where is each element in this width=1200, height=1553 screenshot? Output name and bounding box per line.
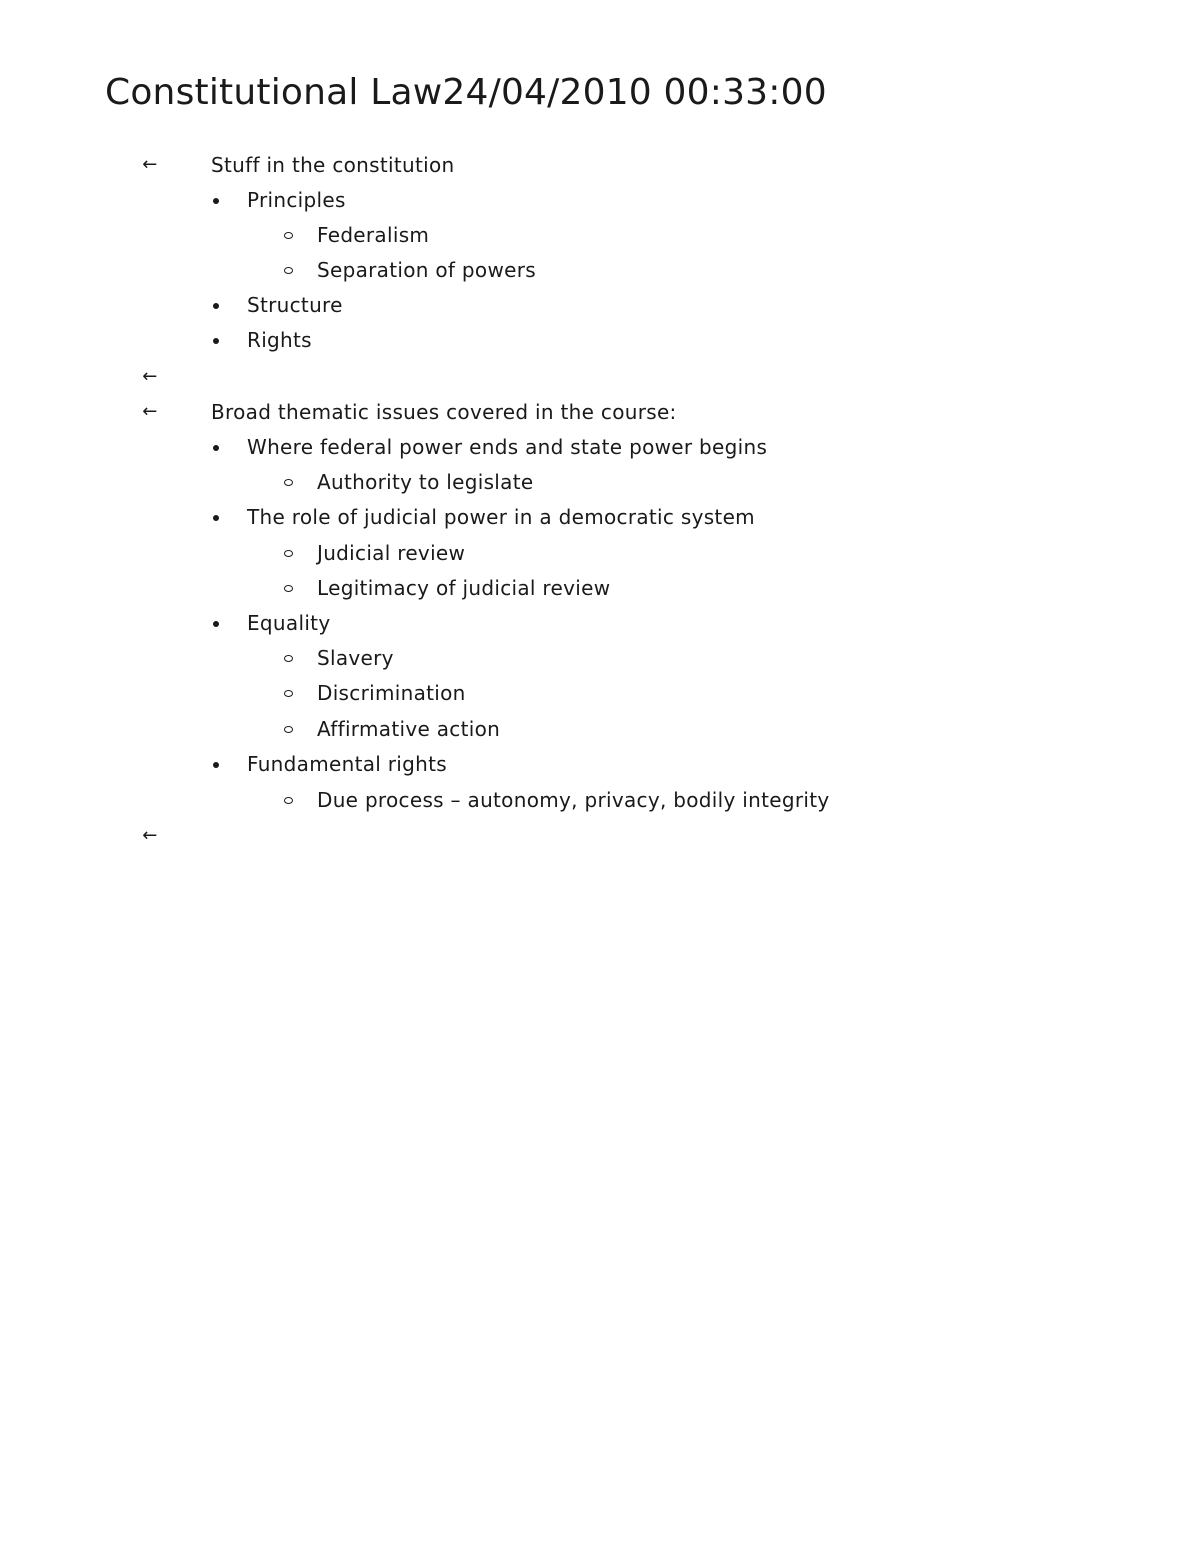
list-item [0, 290, 1200, 320]
sub-list-item [0, 678, 1200, 708]
bullet-dot-icon [211, 502, 221, 532]
sub-list-item-label: Judicial review [317, 541, 466, 565]
sub-list-item-label: Legitimacy of judicial review [317, 576, 611, 600]
list-item-label: Where federal power ends and state power begins [247, 435, 768, 459]
list-item-label: Rights [247, 328, 312, 352]
sub-list-item [0, 573, 1200, 603]
sub-list-item-label: Affirmative action [317, 717, 501, 741]
sub-list-item-label: Slavery [317, 646, 394, 670]
list-item [0, 432, 1200, 462]
hollow-circle-icon [282, 220, 294, 250]
list-item [0, 749, 1200, 779]
list-item-label: Fundamental rights [247, 752, 447, 776]
sub-list-item-label: Authority to legislate [317, 470, 534, 494]
hollow-circle-icon [282, 573, 294, 603]
bullet-dot-icon [211, 325, 221, 355]
hollow-circle-icon [282, 678, 294, 708]
left-arrow-icon: ← [142, 366, 158, 387]
hollow-circle-icon [282, 714, 294, 744]
bullet-dot-icon [211, 432, 221, 462]
sub-list-item-label: Discrimination [317, 681, 466, 705]
hollow-circle-icon [282, 467, 294, 497]
document-title: Constitutional Law24/04/2010 00:33:00 [105, 72, 827, 113]
hollow-circle-icon [282, 538, 294, 568]
left-arrow-icon: ← [142, 401, 158, 422]
bullet-dot-icon [211, 185, 221, 215]
sub-list-item [0, 220, 1200, 250]
list-item [0, 502, 1200, 532]
list-item-label: The role of judicial power in a democratic system [247, 505, 755, 529]
list-item-label: Equality [247, 611, 331, 635]
sub-list-item [0, 643, 1200, 673]
list-item-label: Structure [247, 293, 343, 317]
list-item [0, 325, 1200, 355]
sub-list-item [0, 785, 1200, 815]
bullet-dot-icon [211, 608, 221, 638]
left-arrow-icon: ← [142, 825, 158, 846]
hollow-circle-icon [282, 643, 294, 673]
hollow-circle-icon [282, 785, 294, 815]
bullet-dot-icon [211, 749, 221, 779]
sub-list-item [0, 255, 1200, 285]
list-item-label: Principles [247, 188, 346, 212]
sub-list-item [0, 714, 1200, 744]
sub-list-item [0, 538, 1200, 568]
sub-list-item-label: Federalism [317, 223, 430, 247]
sub-list-item-label: Separation of powers [317, 258, 536, 282]
sub-list-item-label: Due process – autonomy, privacy, bodily integrity [317, 788, 830, 812]
list-item [0, 185, 1200, 215]
hollow-circle-icon [282, 255, 294, 285]
section-heading: Stuff in the constitution [211, 153, 455, 177]
bullet-dot-icon [211, 290, 221, 320]
left-arrow-icon: ← [142, 154, 158, 175]
section-heading: Broad thematic issues covered in the course: [211, 400, 677, 424]
list-item [0, 608, 1200, 638]
sub-list-item [0, 467, 1200, 497]
